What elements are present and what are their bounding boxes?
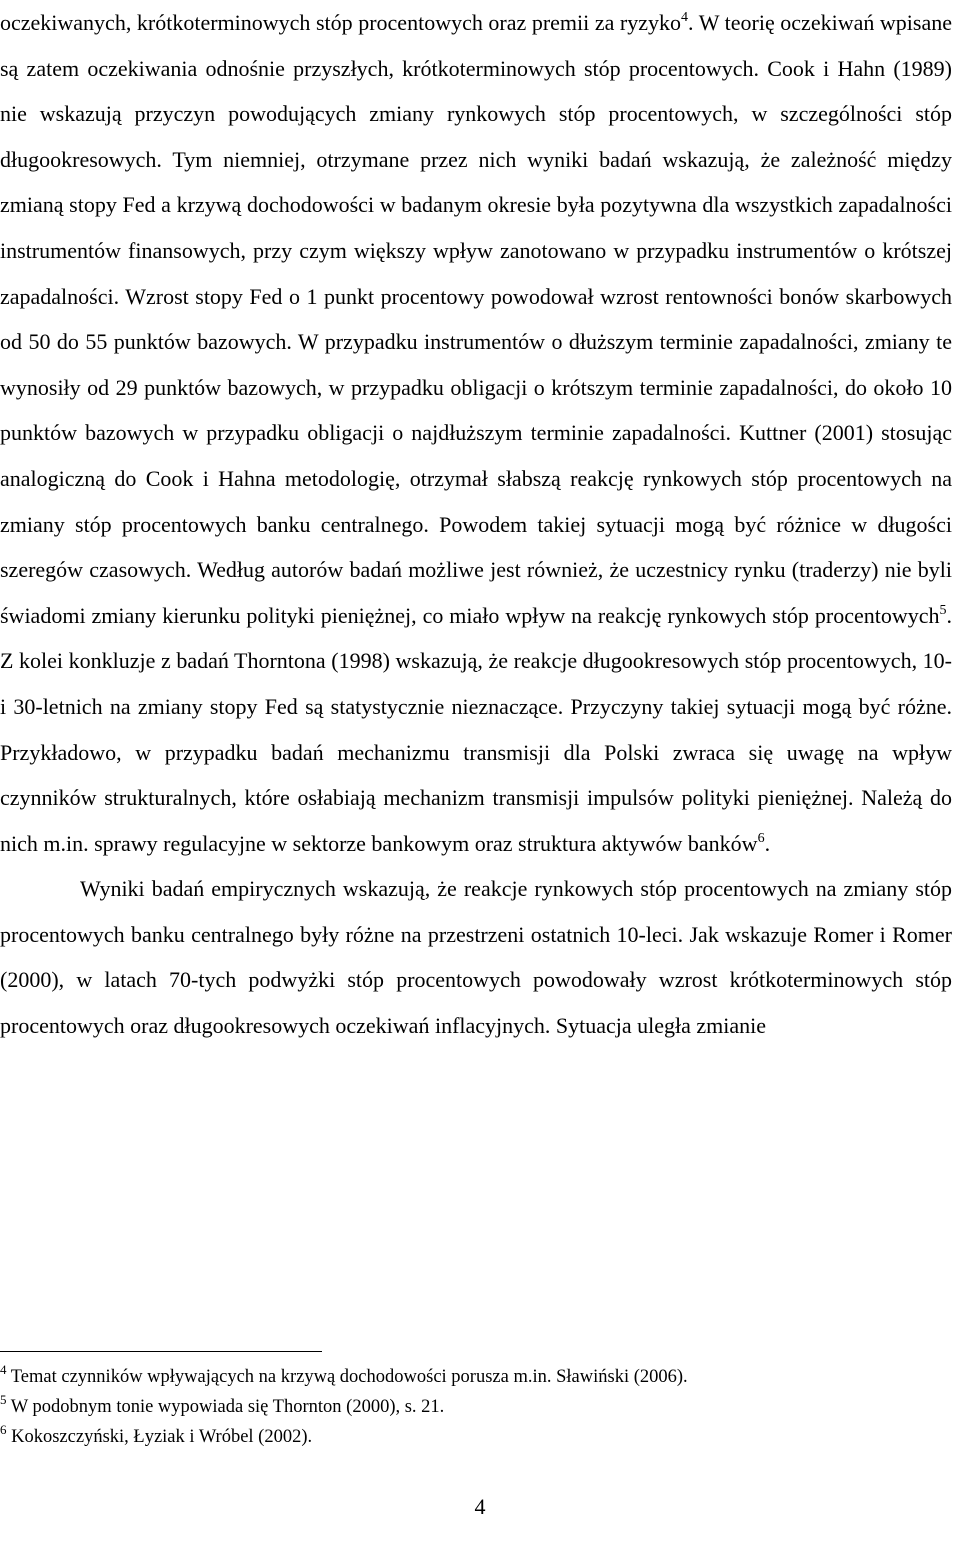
paragraph-2-text: Wyniki badań empirycznych wskazują, że reakcje rynkowych stóp procentowych na zmiany stóp procentowych banku centralnego były różne na przestrzeni ostatnich 10-leci. Jak wskazuje Romer i Romer (2000), w latach 70-tych podwyżki stóp procentowych powodowały wzrost krótkoterminowych stóp procentowych oraz długookresowych oczekiwań inflacyjnych. Sytuacja uległa zmianie [0,876,952,1039]
paragraph-2 [0,866,952,1048]
footnote-ref-5[interactable]: 5 [939,602,947,618]
footnote-6 [0,1422,952,1452]
paragraph-1-text-1: oczekiwanych, krótkoterminowych stóp procentowych oraz premii za ryzyko [0,10,682,35]
footnote-4 [0,1362,952,1392]
footnote-ref-4[interactable]: 4 [681,10,689,25]
footnote-ref-6[interactable]: 6 [757,830,765,846]
footnote-text: Kokoszczyński, Łyziak i Wróbel (2002). [11,1427,313,1447]
footnote-separator [0,1351,322,1352]
page-number: 4 [474,1494,486,1519]
footnote-text: Temat czynników wpływających na krzywą dochodowości porusza m.in. Sławiński (2006). [10,1367,688,1387]
paragraph-1-text-2: . W teorię oczekiwań wpisane są zatem oczekiwania odnośnie przyszłych, krótkoterminowych stóp procentowych. Cook i Hahn (1989) nie wskazują przyczyn powodujących zmiany rynkowych stóp procentowych, w szczególności stóp długookresowych. Tym niemniej, otrzymane przez nich wyniki badań wskazują, że zależność między zmianą stopy Fed a krzywą dochodowości w badanym okresie była pozytywna dla wszystkich zapadalności instrumentów finansowych, przy czym większy wpływ zanotowano w przypadku instrumentów o krótszej zapadalności. Wzrost stopy Fed o 1 punkt procentowy powodował wzrost rentowności bonów skarbowych od 50 do 55 punktów bazowych. W przypadku instrumentów o dłuższym terminie zapadalności, zmiany te wynosiły od 29 punktów bazowych, w przypadku obligacji o krótszym terminie zapadalności, do około 10 punktów bazowych w przypadku obligacji o najdłuższym terminie zapadalności. Kuttner (2001) stosując analogiczną do Cook i Hahna metodologię, otrzymał słabszą reakcję rynkowych stóp procentowych na zmiany stóp procentowych banku centralnego. Powodem takiej sytuacji mogą być różnice w długości szeregów czasowych. Według autorów badań możliwe jest również, że uczestnicy rynku (traderzy) nie byli świadomi zmiany kierunku polityki pieniężnej, co miało wpływ na reakcję rynkowych stóp procentowych [0,10,953,628]
paragraph-1-text-3: . Z kolei konkluzje z badań Thorntona (1998) wskazują, że reakcje długookresowych stóp procentowych, 10- i 30-letnich na zmiany stopy Fed są statystycznie nieznaczące. Przyczyny takiej sytuacji mogą być różne. Przykładowo, w przypadku badań mechanizmu transmisji dla Polski zwraca się uwagę na wpływ czynników strukturalnych, które osłabiają mechanizm transmisji impulsów polityki pieniężnej. Należą do nich m.in. sprawy regulacyjne w sektorze bankowym oraz struktura aktywów banków [0,602,952,856]
footnote-text: W podobnym tonie wypowiada się Thornton (2000), s. 21. [10,1397,445,1417]
footnote-number: 5 [0,1392,7,1407]
footnote-number: 6 [0,1422,7,1437]
paragraph-1-text-4: . [764,830,771,856]
footnote-number: 4 [0,1362,7,1377]
footnotes [0,1362,952,1452]
footnote-5 [0,1392,952,1422]
